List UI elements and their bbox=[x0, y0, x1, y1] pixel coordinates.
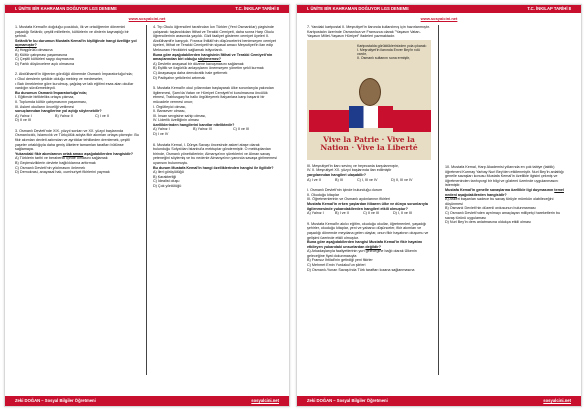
page-footer bbox=[297, 396, 581, 406]
options-row bbox=[15, 114, 139, 123]
question-prompt: Buna göre aşağıdakilerden hangisi Mustafa Kemal'in fikir hayatını etkileyen yukarıdaki unsurlardan değildir? bbox=[307, 240, 423, 249]
list-item: II. Toplumda kültür çatışmasının yaşanması, bbox=[15, 99, 87, 104]
list-item: III. Askeri okulların önceliği vetilmesi bbox=[15, 104, 75, 109]
option-c[interactable]: C) II ve III bbox=[233, 127, 249, 132]
option-a[interactable]: A) Yalnız I bbox=[307, 211, 324, 216]
question-9 bbox=[307, 222, 431, 273]
option-b[interactable]: B) Osmanlı Devleti'nin düzenli ordusunun bulunmaması bbox=[445, 206, 536, 211]
list-item: I. Eğitimde birlikteliks ortaya çıkmaz, bbox=[15, 95, 75, 100]
page-header bbox=[297, 5, 581, 13]
footer-author: Zeki DOĞAN – Sosyal Bilgiler Öğretmeni bbox=[307, 398, 388, 403]
question-prompt: Yukarıdaki fikir akımlarının ortak amacı aşağıdakilerden hangisidir? bbox=[15, 151, 134, 156]
option-a[interactable]: A) Yalnız I bbox=[15, 113, 32, 118]
question-2 bbox=[15, 72, 139, 123]
question-stem: 3. Osmanlı Devleti'nde XIX. yüzyıl sonları ve XX. yüzyıl başlarında Osmanlıcılık, İslamcılık ve Türkçülük adıyla fikir akımları ortaya çıkmıştır. Bu fikir akımları devleti azlımdan ve ayrılıklar tehlikeden drenlemek, çeşitli yaşeler ortaklığıyla daha geniş ülkelere tamamlan tarafları bütünse sağlamaya. bbox=[15, 128, 139, 152]
site-link[interactable]: www.sosyalcini.net bbox=[420, 16, 458, 21]
site-link[interactable]: www.sosyalcini.net bbox=[128, 16, 166, 21]
option-b[interactable]: B) Yalnız II bbox=[55, 113, 73, 118]
option-c[interactable]: C) Mehmet Emin Yurdakul'un şiirleri bbox=[307, 263, 366, 268]
question-stem: 1. Mustafa Kemal'in doğduğu çocukluk, ilk ve ortaöğrenim dönemini yaşadığı Selânik; çeşitli milletlerin, kültürlerin ve dinlerin kaynaştığı bir şehirdi. bbox=[15, 25, 129, 39]
option-b[interactable]: B) I ve II bbox=[335, 211, 349, 216]
option-b[interactable]: B) Kültür çatışması yaşamasına bbox=[15, 52, 68, 57]
option-b[interactable]: B) Yalnız III bbox=[193, 127, 212, 132]
option-d[interactable]: D) II, III ve IV bbox=[391, 177, 413, 182]
options-row bbox=[153, 127, 277, 136]
list-item: III. İnsan sevgisine sahip olması, bbox=[153, 113, 207, 118]
bullet-item: • Okul derslerin şekilde olduğu mektep ve medreseler, bbox=[15, 76, 104, 81]
question-prompt: yargılarından hangileri ulaşabilir? bbox=[307, 172, 367, 177]
footer-link[interactable]: sosyalcini.net bbox=[543, 398, 571, 403]
option-b[interactable]: B) III bbox=[335, 177, 343, 182]
page-footer bbox=[5, 396, 289, 406]
header-title: I. ÜNİTE BİR KAHRAMAN DOĞUYOR LGS DENEME bbox=[307, 6, 409, 11]
column-divider bbox=[438, 25, 439, 375]
question-4 bbox=[153, 25, 277, 80]
postcard-caption: Kartpostalda görüldüklerinizden yola çıkarak: I. Meşrutiyet'in ilanında Enver Bey'in rolü vardır, II. Osmanlı sultanını sona ermiştir, bbox=[357, 43, 427, 61]
option-a[interactable]: A) Arkadaşlarıyla faaliyetlerinin yurt geleceğine bağlı olarak Ülkenin geleceğine fiyat dokunmasıyla bbox=[307, 249, 417, 258]
option-c[interactable]: C) Osmanlı Devleti'nin yıkılmasını önlemek bbox=[15, 165, 86, 170]
option-a[interactable]: A) Devletin anayasal bir düzene kavuşmasını sağlamak bbox=[153, 61, 244, 66]
option-d[interactable]: D) Osmanlı-Yunan Savaşı'nda Türk taraftarı lozana sağlanmasına bbox=[307, 267, 415, 272]
option-d[interactable]: D) Padişahın yetkilerini artırmak bbox=[153, 75, 206, 80]
list-item: II. Okuduğu kitaplar bbox=[307, 192, 339, 197]
portrait-illustration bbox=[359, 78, 381, 106]
option-a[interactable]: A) Türklerin tarihi ve beraberlik içinde olmasını sağlamak bbox=[15, 156, 108, 161]
option-a[interactable]: A) Hoşgörülü olmasına bbox=[15, 47, 53, 52]
question-stem: 6. Mustafa Kemal, I. Dünya Savaşı öncesinde askeri ataşe olarak bulunduğu Sofya'dan İstanbul'a mektuplar göndermiştir. O mektuplardan birinde, Osmanlı yöneticilerinin; Almanya'nın şüreklerini ve Alman savaş yeteneğini söylemiş ve bu nedenle Almanya'nın yanında savaşa girilmemesi uyarısını bulunmuştu. bbox=[153, 142, 277, 166]
option-b[interactable]: B) Eşitlik ve özgürlük anlayışlarını önemseyen yönetim şekli kurmak bbox=[153, 66, 264, 71]
postcard-image bbox=[307, 40, 431, 160]
flag-left bbox=[309, 110, 349, 132]
left-column bbox=[307, 25, 431, 278]
question-7 bbox=[307, 25, 431, 182]
page-header bbox=[5, 5, 289, 13]
question-prompt: Buna göre aşağıdakilerden hangisinin İttihat ve Terakki Cemiyeti'nin amaçlarından biri olduğu söylenemez? bbox=[153, 52, 273, 62]
list-item: II. Bansever olması, bbox=[153, 109, 186, 114]
option-c[interactable]: C) I ve II bbox=[95, 113, 109, 118]
option-d[interactable]: D) Çok yönlülüğü bbox=[153, 184, 182, 188]
right-column bbox=[445, 165, 569, 231]
option-b[interactable]: B) Fransız İhtilali'nin getirdiği yeni fikirler bbox=[307, 258, 373, 263]
question-prompt: Bu durum Mustafa Kemal'in hangi özelliklerinden hangisi ile ilgilidir? bbox=[153, 165, 274, 170]
postcard-slogan: Vive la Patrie · Vive la Nation · Vive la Liberté bbox=[320, 134, 418, 153]
option-b[interactable]: B) Karakterliği bbox=[153, 174, 177, 179]
header-title: I. ÜNİTE BİR KAHRAMAN DOĞUYOR LGS DENEME bbox=[15, 6, 117, 11]
question-prompt: Mustafa Kemal'in genelle savaşlarına özellikle ilgi duymasının temel nedeni aşağıdakilerden hangisidir? bbox=[445, 187, 564, 197]
question-10 bbox=[445, 165, 569, 225]
flag-right bbox=[393, 110, 431, 132]
option-d[interactable]: D) Farklı düşüncelere açık olmasına bbox=[15, 61, 75, 66]
option-d[interactable]: D) Demokrasi, anayasal hak, cumhuriyet fikirlerini yaymak bbox=[15, 170, 110, 175]
question-tail: sonuçlarından hangilerine yol açtığı söylenebilir? bbox=[15, 109, 102, 114]
footer-author: Zeki DOĞAN – Sosyal Bilgiler Öğretmeni bbox=[15, 398, 96, 403]
question-stem: 4. Trp Okulu öğrencileri tarafından İon Türkler (Yeni Osmanlılar) çizgisinde çalışarak: taşlandıkdan İttihat ve Terakki Cemiyeti, daha sonra Harp Okulu öğrencilerinin arasında yayıldı. Gizli faaliyet gösteren cemiyet üyeleri II. Abdülhamit'e karşıydı. Fransız İhtilâli'nin düşüncelerini benimseyen cemiyet üyeleri, İttihat ve Terakki Cemiyeti'nin siyasal amacı Meşrutiyet'in ilan edip Meksuranı Heckkirini sağlamak istiyorlardı. bbox=[153, 25, 276, 52]
option-d[interactable]: D) Nuri Bey'in ders anlatmasına oldukça etkili olması bbox=[445, 220, 531, 225]
bullet-item: • Batı örneklerine göre kurulmuş, çağdaş ve laik eğitimi esas alan okullar vardığın sürdürmekteydi. bbox=[15, 81, 134, 91]
question-stem: 10. Mustafa Kemal, Harp Akademisi yıllarında en çok tabiye (taktik) öğretmeni Kurmay Yarbay Nuri Bey'den etkilenmiştir. Nuri Bey'in anlattığı genelle savaşları konusu Mustafa Kemal'in özellikle ilgisini çekmiş ve öğretmeninden tanhıyorgi bir bilgi ve gözlemi üzerinde uygulanmasını istemiştir. bbox=[445, 165, 564, 188]
column-divider bbox=[146, 25, 147, 375]
option-a[interactable]: A) Askeri başarıları sadece bu savaş türüyle mümkün olabileceğini düşünmesi bbox=[445, 197, 554, 206]
options-row bbox=[307, 178, 431, 183]
list-item: IV. Liderlik özelliğinin olması bbox=[153, 118, 199, 123]
option-d[interactable]: D) I ve IV bbox=[153, 132, 169, 137]
list-item: III. Meşrutiyet'in ilanı sevinç ve heyecanla karşılanmıştır, bbox=[307, 163, 399, 168]
option-a[interactable]: A) İleri görüşlülüğü bbox=[153, 170, 184, 175]
option-a[interactable]: A) Yalnız I bbox=[153, 127, 170, 132]
options-row bbox=[307, 211, 431, 216]
header-subject: T.C. İNKILAP TARİHİ 8 bbox=[527, 6, 571, 11]
flag-center bbox=[349, 106, 393, 128]
right-column bbox=[153, 25, 277, 195]
question-stem: 7. Yandaki kartpostal II. Meşrutiyet'in ilanında kullanılmış için hazırlanmıştır. Kartpostalın üzerinde Osmanlıca ve Fransızca olarak "Yaşasın Vatan-Yaşasın Millet-Yaşasın Hürriyet" ifadeleri yazmaktadır. bbox=[307, 25, 430, 39]
footer-link[interactable]: sosyalcini.net bbox=[251, 398, 279, 403]
list-item: I. Örgütleyici olması, bbox=[153, 104, 187, 109]
option-c[interactable]: C) I, III ve IV bbox=[357, 177, 378, 182]
option-b[interactable]: B) Geçimsizliklerin devlete bağlılıklarına arttırmak bbox=[15, 161, 96, 166]
question-6 bbox=[153, 143, 277, 189]
option-d[interactable]: D) II ve III bbox=[15, 118, 31, 123]
question-prompt: Bu durumun Osmanlı İmparatorluğu'nda; bbox=[15, 90, 87, 95]
question-8 bbox=[307, 188, 431, 216]
list-item: III. Öğretmenlerinin ve Osmanlı aydınlarının fikirleri bbox=[307, 197, 390, 202]
worksheet-page-right bbox=[296, 4, 582, 407]
question-stem: 9. Mustafa Kemal'in akılcı eğitim, okuduğu okullar, öğretmenleri, yaşadığı şehirler, okuduğu kitaplar, yeni ve yabancı düşünceler, fikir akımları ve yaşadığı dönemde meydana gelen olaylar, onun fikir hayatının oluşumu ve gelişimi üzerinde etkili olmuştur. bbox=[307, 221, 429, 240]
option-c[interactable]: C) İdealist oluşu bbox=[153, 179, 180, 184]
question-stem: 2. Abdülhamit'in öğrenim gördüğü dönemde Osmanlı İmparatorluğu'nda; bbox=[15, 72, 133, 77]
worksheet-page-left bbox=[4, 4, 290, 407]
question-prompt: Mustafa Kemal'in erken yaşlardan itibaren ülke ve dünya sorunlarıyla ilgilenmesinde yukarıdakilerden hangileri etkili olmuştur? bbox=[307, 201, 428, 211]
list-item: I. Osmanlı Devleti'nin içinde bulunduğu durum bbox=[307, 188, 383, 193]
option-c[interactable]: C) Osmanlı Devleti'nden ayrılmayı amaçlayan milliyetçi hareketlerin bu savaş türünü uygulaması bbox=[445, 210, 561, 220]
option-c[interactable]: C) Çeşitli kültürleri saygı duymasına bbox=[15, 57, 74, 62]
question-5 bbox=[153, 86, 277, 137]
header-subject: T.C. İNKILAP TARİHİ 8 bbox=[235, 6, 279, 11]
option-a[interactable]: A) I ve II bbox=[307, 177, 321, 182]
option-c[interactable]: C) II ve III bbox=[363, 211, 379, 216]
option-c[interactable]: C) Anayasaya daha demokratik hale getirmek bbox=[153, 70, 228, 75]
question-prompt: özelliklerinden hangilerini kanıtlar niteliktedir? bbox=[153, 122, 235, 127]
option-d[interactable]: D) I, II ve III bbox=[393, 211, 413, 216]
list-item: IV. II. Meşrutiyet XX. yüzyıl başlarında ilan edilmiştir bbox=[307, 168, 392, 173]
question-prompt: Selânik'te bu durumun Mustafa Kemal'in kişiliğinde hangi özelliğe yol açmamıştır? bbox=[15, 38, 137, 48]
question-1 bbox=[15, 25, 139, 66]
left-column bbox=[15, 25, 139, 181]
question-3 bbox=[15, 129, 139, 175]
question-stem: 5. Mustafa Kemal'in okul yıllarından başlayarak ülke sorunlarıyla yakından ilgilenmesi, Şam'da Vatan ve Hürriyet Cemiyeti'ni kurulmasına öncülük etmesi, Trablusgarp'ta halkı örgütleyerek İtalyanlara karşı başarılı bir mücadele vermesi onun; bbox=[153, 86, 274, 104]
